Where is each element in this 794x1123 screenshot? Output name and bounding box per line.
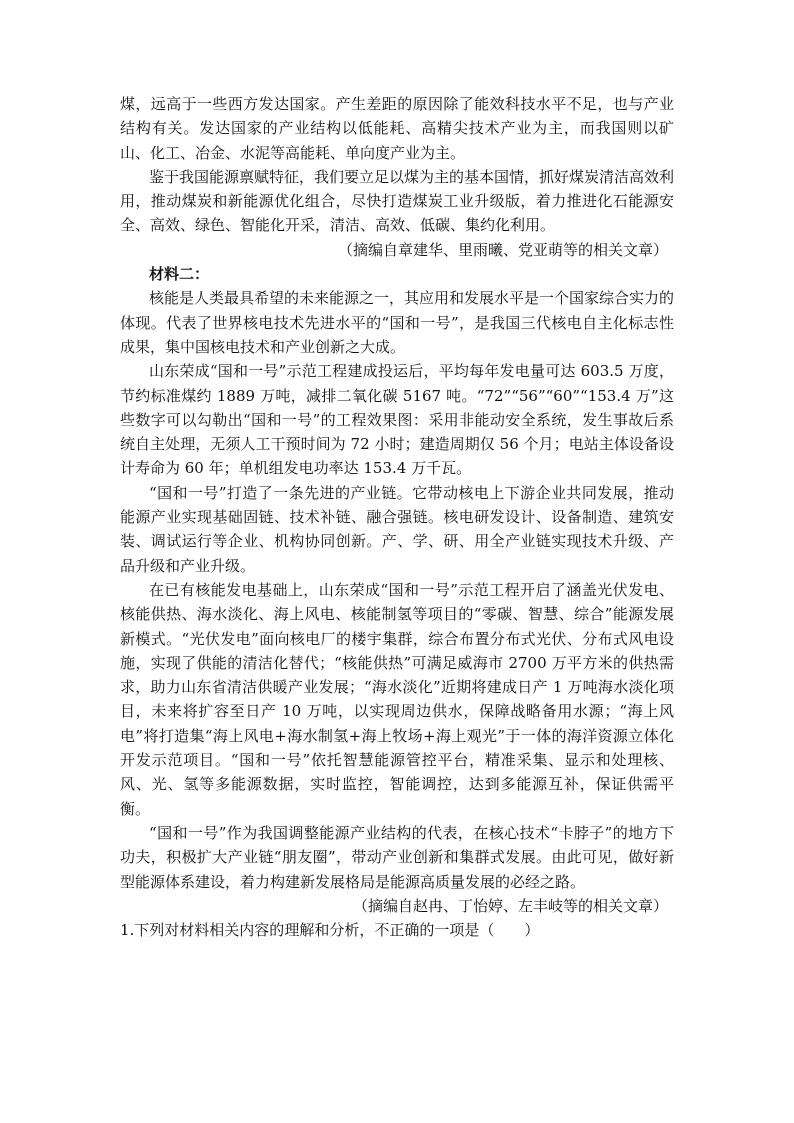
paragraph-energy-model: 在已有核能发电基础上，山东荣成“国和一号”示范工程开启了涵盖光伏发电、核能供热、海水淡化、海上风电、核能制氢等项目的“零碳、智慧、综合”能源发展新模式。“光伏发电”面向核电厂的楼宇集群，综合布置分布式光伏、分布式风电设施，实现了供能的清洁化替代；“核能供热”可满足威海市 2700 万平方米的供热需求，助力山东省清洁供暖产业发展；“海水淡化”近期将建成日产 1 万吨海水淡化项目，未来将扩容至日产 10 万吨，以实现周边供水，保障战略备用水源；“海上风电”将打造集“海上风电+海水制氢+海上牧场+海上观光”于一体的海洋资源立体化开发示范项目。“国和一号”依托智慧能源管控平台，精准采集、显示和处理核、风、光、氢等多能源数据，实时监控，智能调控，达到多能源互补，保证供需平衡。 bbox=[120, 580, 674, 818]
paragraph-coal-policy: 鉴于我国能源禀赋特征，我们要立足以煤为主的基本国情，抓好煤炭清洁高效利用，推动煤炭和新能源优化组合，尽快打造煤炭工业升级版，着力推进化石能源安全、高效、绿色、智能化开采，清洁、高效、低碳、集约化利用。 bbox=[120, 167, 675, 235]
source-citation-1: （摘编自章建华、里雨曦、党亚萌等的相关文章） bbox=[337, 240, 668, 259]
paragraph-conclusion: “国和一号”作为我国调整能源产业结构的代表，在核心技术“卡脖子”的地方下功夫，积极扩大产业链“朋友圈”，带动产业创新和集群式发展。由此可见，做好新型能源体系建设，着力构建新发展格局是能源高质量发展的必经之路。 bbox=[120, 823, 674, 891]
paragraph-industry-chain: “国和一号”打造了一条先进的产业链。它带动核电上下游企业共同发展，推动能源产业实现基础固链、技术补链、融合强链。核电研发设计、设备制造、建筑安装、调试运行等企业、机构协同创新。产、学、研、用全产业链实现技术升级、产品升级和产业升级。 bbox=[120, 483, 674, 575]
paragraph-intro-continuation: 煤，远高于一些西方发达国家。产生差距的原因除了能效科技水平不足，也与产业结构有关。发达国家的产业结构以低能耗、高精尖技术产业为主，而我国则以矿山、化工、冶金、水泥等高能耗、单向度产业为主。 bbox=[120, 95, 674, 162]
material-2-heading: 材料二： bbox=[149, 265, 210, 284]
paragraph-nuclear-intro: 核能是人类最具希望的未来能源之一，其应用和发展水平是一个国家综合实力的体现。代表了世界核电技术先进水平的“国和一号”，是我国三代核电自主化标志性成果，集中国核电技术和产业创新之大成。 bbox=[120, 289, 675, 356]
paragraph-rongcheng-numbers: 山东荣成“国和一号”示范工程建成投运后，平均每年发电量可达 603.5 万度，节约标准煤约 1889 万吨，减排二氧化碳 5167 吨。“72”“56”“60”“153.4 万”这些数字可以勾勒出“国和一号”的工程效果图：采用非能动安全系统，发生事故后系统自主处理，无须人工干预时间为 72 小时；建造周期仅 56 个月；电站主体设备设计寿命为 60 年；单机组发电功率达 153.4 万千瓦。 bbox=[120, 362, 674, 478]
document-page bbox=[120, 92, 674, 942]
source-citation-2: （摘编自赵冉、丁怡婷、左丰岐等的相关文章） bbox=[352, 896, 668, 915]
question-1: 1.下列对材料相关内容的理解和分析，不正确的一项是（ ） bbox=[120, 921, 540, 940]
